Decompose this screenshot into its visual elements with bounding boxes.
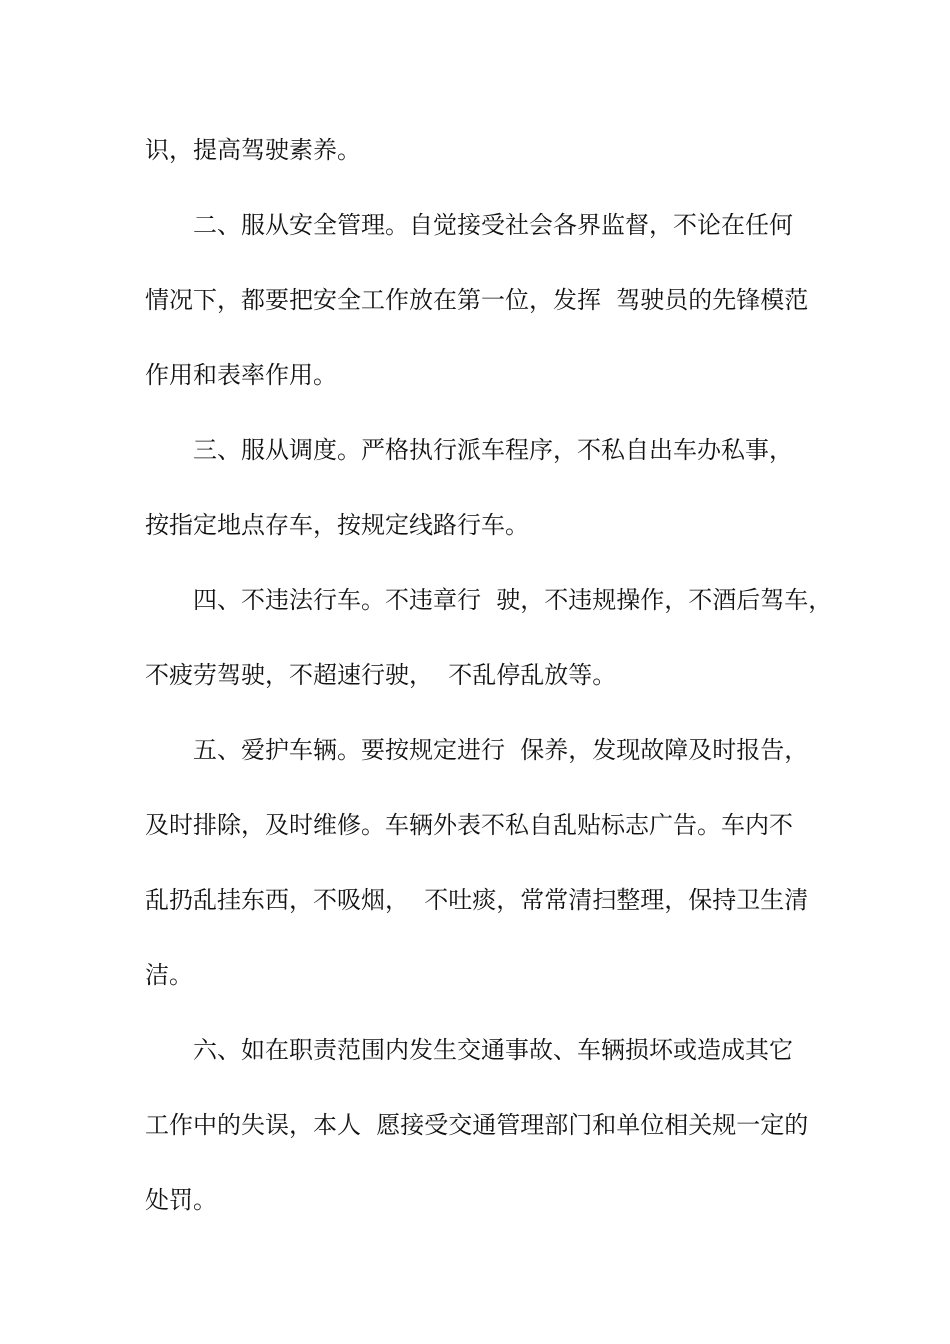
text-line: 作用和表率作用。 [145,361,337,389]
text-line: 乱扔乱挂东西，不吸烟， 不吐痰，常常清扫整理，保持卫生清 [145,886,809,914]
paragraph-4-start: 四、不违法行车。不违章行 驶，不违规操作，不酒后驾车， [193,586,833,614]
paragraph-5-start: 五、爱护车辆。要按规定进行 保养，发现故障及时报告， [193,736,809,764]
text-line: 处罚。 [145,1186,217,1214]
paragraph-2-start: 二、服从安全管理。自觉接受社会各界监督，不论在任何 [193,211,793,239]
text-line: 及时排除，及时维修。车辆外表不私自乱贴标志广告。车内不 [145,811,793,839]
paragraph-6-start: 六、如在职责范围内发生交通事故、车辆损坏或造成其它 [193,1036,793,1064]
text-line: 识，提高驾驶素养。 [145,136,361,164]
text-line: 洁。 [145,961,193,989]
text-line: 不疲劳驾驶，不超速行驶， 不乱停乱放等。 [145,661,617,689]
text-line: 按指定地点存车，按规定线路行车。 [145,511,529,539]
paragraph-3-start: 三、服从调度。严格执行派车程序，不私自出车办私事， [193,436,793,464]
text-line: 工作中的失误，本人 愿接受交通管理部门和单位相关规一定的 [145,1111,809,1139]
text-line: 情况下，都要把安全工作放在第一位，发挥 驾驶员的先锋模范 [145,286,809,314]
